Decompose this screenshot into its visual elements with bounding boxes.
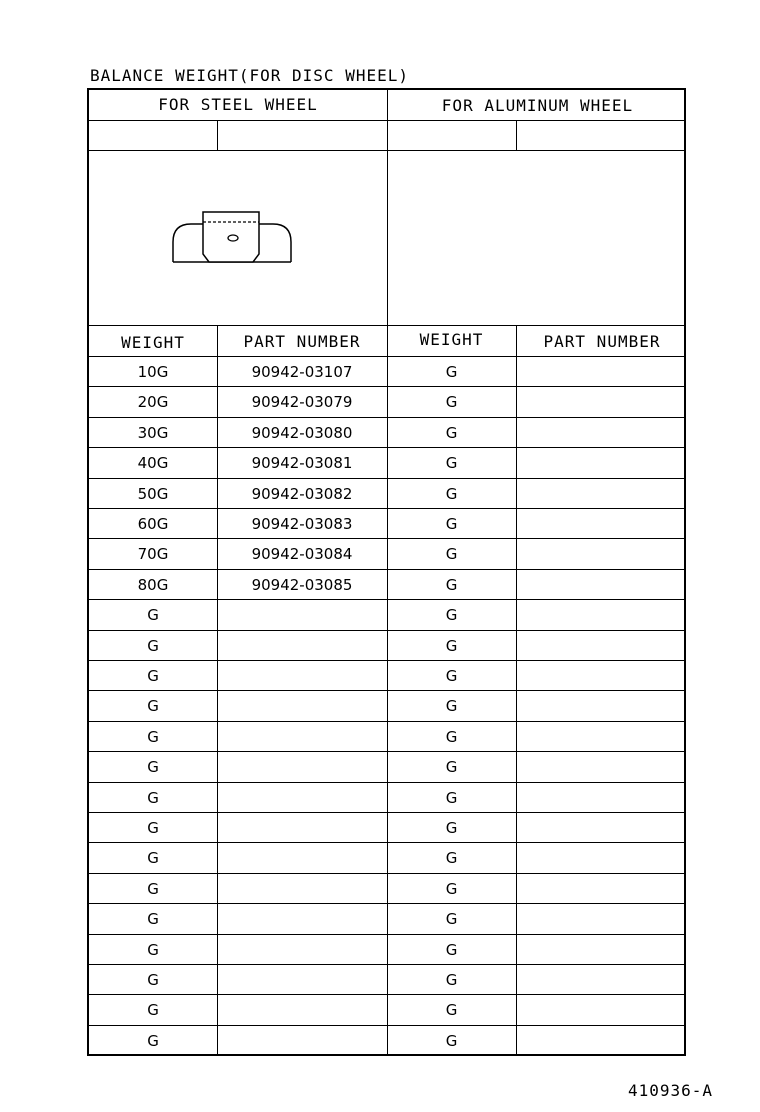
- steel-part-number-cell: 90942-03083: [251, 515, 353, 533]
- steel-weight-cell: 60G: [137, 515, 169, 533]
- aluminum-weight-cell: G: [445, 545, 458, 564]
- steel-weight-cell: G: [147, 667, 159, 685]
- aluminum-weight-cell: G: [445, 940, 458, 959]
- row-divider: [89, 599, 684, 600]
- steel-weight-cell: 70G: [137, 545, 169, 564]
- steel-part-number-cell: 90942-03085: [251, 575, 353, 594]
- divider-steel-subheader: [217, 120, 218, 150]
- aluminum-weight-cell: G: [445, 727, 458, 746]
- steel-weight-cell: G: [147, 636, 159, 655]
- row-divider: [89, 812, 684, 813]
- steel-weight-cell: G: [147, 788, 159, 807]
- steel-weight-cell: 20G: [137, 393, 169, 412]
- steel-weight-cell: 40G: [137, 454, 169, 473]
- steel-weight-cell: G: [147, 910, 159, 929]
- steel-weight-cell: G: [147, 971, 159, 989]
- row-divider: [89, 690, 684, 691]
- aluminum-weight-cell: G: [445, 1001, 458, 1020]
- row-divider: [89, 630, 684, 631]
- steel-weight-cell: G: [147, 849, 159, 868]
- row-divider: [89, 721, 684, 722]
- row-divider: [89, 994, 684, 995]
- steel-part-number-cell: 90942-03084: [251, 545, 353, 564]
- aluminum-weight-cell: G: [445, 1031, 458, 1050]
- row-divider: [89, 903, 684, 904]
- steel-balance-weight-drawing: [169, 208, 299, 268]
- aluminum-weight-cell: G: [445, 788, 458, 807]
- aluminum-weight-cell: G: [445, 606, 458, 625]
- row-divider: [89, 751, 684, 752]
- steel-weight-cell: G: [147, 819, 159, 837]
- aluminum-weight-cell: G: [445, 971, 458, 989]
- row-divider: [89, 447, 684, 448]
- steel-weight-cell: 50G: [137, 484, 169, 503]
- steel-weight-cell: 30G: [137, 423, 169, 442]
- aluminum-weight-cell: G: [445, 819, 458, 837]
- steel-wheel-header: FOR STEEL WHEEL: [158, 95, 318, 114]
- steel-part-number-cell: 90942-03080: [251, 423, 353, 442]
- aluminum-weight-cell: G: [445, 667, 458, 685]
- steel-weight-cell: G: [147, 727, 159, 746]
- steel-weight-cell: G: [147, 606, 159, 625]
- divider-aluminum-subheader: [516, 120, 517, 150]
- steel-part-number-column-label: PART NUMBER: [243, 332, 361, 351]
- aluminum-weight-cell: G: [445, 484, 458, 503]
- steel-weight-cell: G: [147, 940, 159, 959]
- aluminum-weight-cell: G: [445, 849, 458, 868]
- aluminum-weight-cell: G: [445, 697, 458, 716]
- aluminum-weight-cell: G: [445, 910, 458, 929]
- row-divider: [89, 782, 684, 783]
- steel-part-number-cell: 90942-03107: [251, 363, 353, 381]
- row-divider: [89, 478, 684, 479]
- steel-part-number-cell: 90942-03082: [251, 484, 353, 503]
- document-title: BALANCE WEIGHT(FOR DISC WHEEL): [90, 66, 409, 85]
- row-divider: [89, 417, 684, 418]
- row-divider: [89, 538, 684, 539]
- aluminum-weight-cell: G: [445, 515, 458, 533]
- steel-weight-cell: G: [147, 1031, 159, 1050]
- row-divider: [89, 873, 684, 874]
- aluminum-weight-cell: G: [445, 879, 458, 898]
- steel-weight-cell: G: [147, 758, 159, 777]
- steel-weight-column-label: WEIGHT: [121, 333, 185, 352]
- row-divider: [89, 964, 684, 965]
- aluminum-weight-cell: G: [445, 454, 458, 473]
- aluminum-weight-cell: G: [445, 423, 458, 442]
- row-divider: [89, 508, 684, 509]
- balance-weight-table: [87, 88, 686, 1056]
- steel-weight-cell: 10G: [137, 363, 169, 381]
- aluminum-weight-cell: G: [445, 758, 458, 777]
- row-divider: [89, 660, 684, 661]
- steel-part-number-cell: 90942-03079: [251, 393, 353, 412]
- row-divider: [89, 842, 684, 843]
- aluminum-weight-cell: G: [445, 636, 458, 655]
- steel-weight-cell: G: [147, 879, 159, 898]
- steel-weight-cell: G: [147, 697, 159, 716]
- row-divider: [89, 934, 684, 935]
- steel-weight-cell: G: [147, 1001, 159, 1020]
- steel-part-number-cell: 90942-03081: [251, 454, 353, 473]
- row-divider: [89, 386, 684, 387]
- aluminum-part-number-column-label: PART NUMBER: [543, 332, 661, 351]
- row-divider: [89, 1025, 684, 1026]
- aluminum-weight-cell: G: [445, 575, 458, 594]
- steel-weight-cell: 80G: [137, 575, 169, 594]
- aluminum-weight-cell: G: [445, 393, 458, 412]
- aluminum-weight-cell: G: [445, 363, 458, 381]
- aluminum-wheel-header: FOR ALUMINUM WHEEL: [441, 96, 634, 115]
- figure-code: 410936-A: [628, 1081, 714, 1100]
- aluminum-weight-column-label: WEIGHT: [419, 330, 484, 349]
- row-divider: [89, 569, 684, 570]
